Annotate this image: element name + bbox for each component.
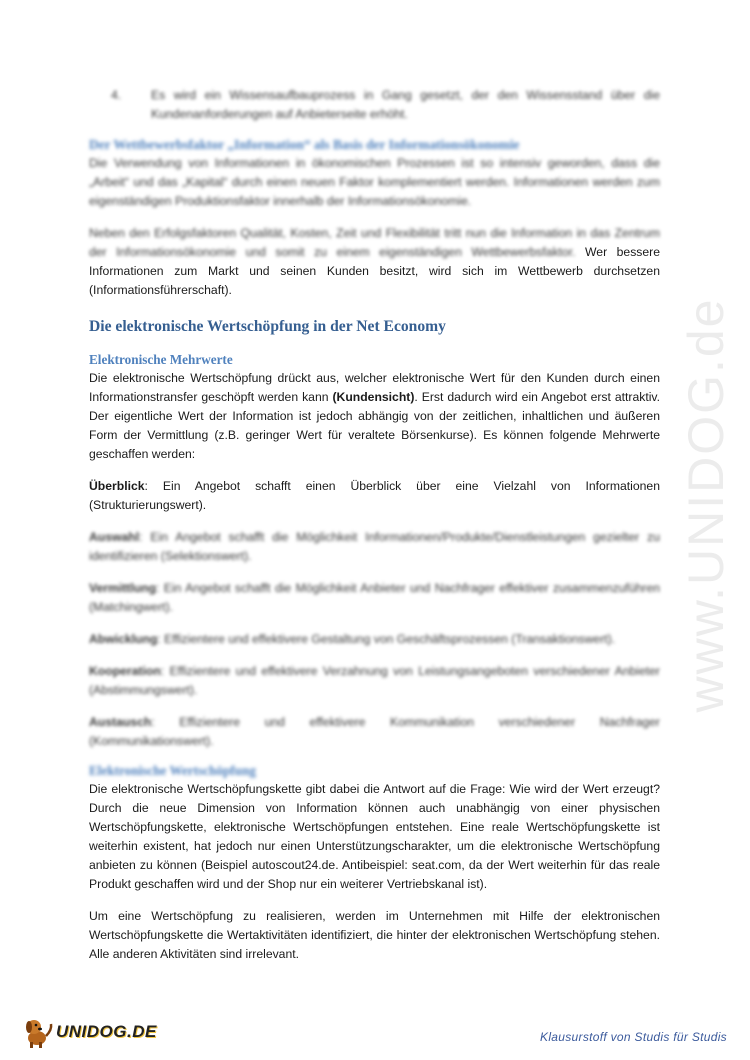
paragraph-information-1: Die Verwendung von Informationen in ökonomischen Prozessen ist so intensiv geworden, dass die „Arbeit“ und das „Kapital“ durch einen neuen Faktor komplementiert werden. Informationen werden zum eigenständigen Produktionsfaktor innerhalb der Informationsökonomie. (89, 156, 660, 208)
paragraph-auswahl: Auswahl: Ein Angebot schafft die Möglichkeit Informationen/Produkte/Dienstleistungen gezielter zu identifizieren (Selektionswert). (89, 530, 660, 563)
paragraph-vermittlung: Vermittlung: Ein Angebot schafft die Möglichkeit Anbieter und Nachfrager effektiver zusammenzuführen (Matchingwert). (89, 581, 660, 614)
paragraph-wertaktivitaeten: Um eine Wertschöpfung zu realisieren, werden im Unternehmen mit Hilfe der elektronischen Wertschöpfungskette die Wertaktivitäten identifiziert, die hinter der elektronischen Wertschöpfung stehen. Alle anderen Aktivitäten sind irrelevant. (89, 909, 660, 961)
section-heading-net-economy: Die elektronische Wertschöpfung in der Net Economy (89, 318, 446, 335)
document-body (89, 86, 660, 964)
watermark: www.UNIDOG.de (678, 297, 734, 713)
paragraph-austausch: Austausch: Effizientere und effektivere Kommunikation verschiedener Nachfrager (Kommunikationswert). (89, 715, 660, 748)
visible-text: Wer bessere Informationen zum Markt und seinen Kunden besitzt, wird sich im Wettbewerb durchsetzen (Informationsführerschaft). (89, 245, 661, 297)
paragraph-mehrwerte: Die elektronische Wertschöpfung drückt aus, welcher elektronische Wert für den Kunden durch einen Informationstransfer geschöpft werden kann (Kundensicht). Erst dadurch wird ein Angebot erst attraktiv. Der eigentliche Wert der Information ist jedoch abhängig von der zeitlichen, inhaltlichen und äußeren Form der Vermittlung (z.B. geringer Wert für veraltete Börsenkurse). Es können folgende Mehrwerte geschaffen werden: (89, 371, 660, 461)
list-item (89, 86, 660, 124)
paragraph-ueberblick: Überblick: Ein Angebot schafft einen Überblick über eine Vielzahl von Informationen (Strukturierungswert). (89, 479, 660, 512)
subheading-wertschoepfung: Elektronische Wertschöpfung (89, 763, 256, 778)
list-number: 4. (111, 88, 122, 102)
paragraph-abwicklung: Abwicklung: Effizientere und effektivere Gestaltung von Geschäftsprozessen (Transaktionswert). (89, 632, 616, 646)
paragraph-wertschoepfungskette: Die elektronische Wertschöpfungskette gibt dabei die Antwort auf die Frage: Wie wird der Wert erzeugt? Durch die neue Dimension von Information können auch unabhängig von einer physischen Wertschöpfungskette, elektronische Wertschöpfungen entstehen. Eine reale Wertschöpfungskette ist weiterhin existent, hat jedoch nur einen Unterstützungscharakter, um die elektronische Wertschöpfung anbieten zu können (Beispiel autoscout24.de. Antibeispiel: seat.com, da der Wert weiterhin für das reale Produkt geschaffen wird und der Shop nur ein weiterer Vertriebskanal ist). (89, 782, 660, 891)
dog-logo-icon (22, 1014, 58, 1050)
paragraph-information-2 (89, 224, 660, 300)
footer-tagline: Klausurstoff von Studis für Studis (540, 1030, 727, 1044)
blurred-text: Neben den Erfolgsfaktoren Qualität, Kosten, Zeit und Flexibilität tritt nun die Information in das Zentrum der Informationsökonomie und somit zu einem eigenständigen Wettbewerbsfaktor. (89, 226, 660, 259)
section-heading-information: Der Wettbewerbsfaktor „Information“ als Basis der Informationsökonomie (89, 137, 520, 152)
footer-logo (22, 1014, 162, 1050)
subheading-mehrwerte: Elektronische Mehrwerte (89, 352, 233, 367)
paragraph-kooperation: Kooperation: Effizientere und effektivere Verzahnung von Leistungsangeboten verschiedener Anbieter (Abstimmungswert). (89, 664, 660, 697)
list-item-text: Es wird ein Wissensaufbauprozess in Gang gesetzt, der den Wissensstand über die Kundenanforderungen auf Anbieterseite erhöht. (151, 88, 660, 121)
logo-text: UNIDOG.DE (56, 1022, 157, 1041)
